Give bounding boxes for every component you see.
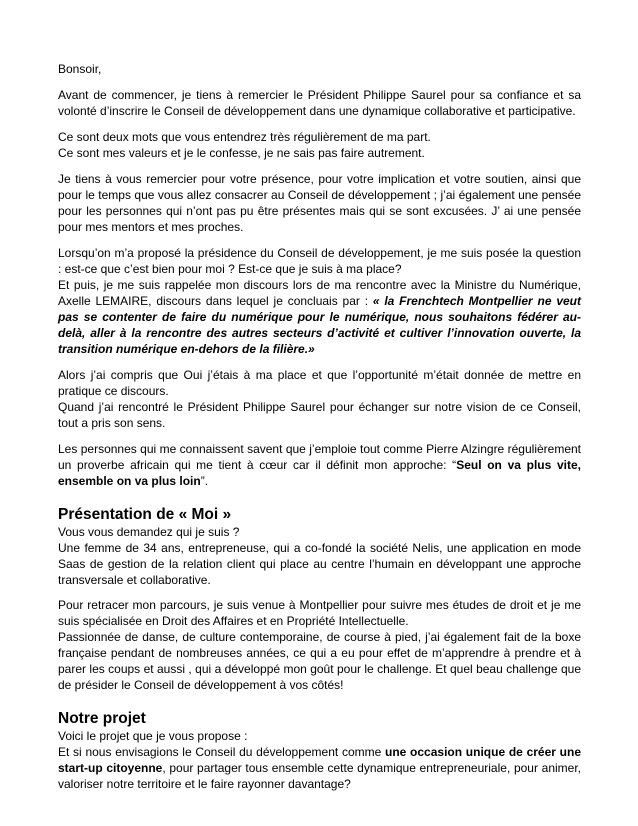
paragraph-thanks-audience: Je tiens à vous remercier pour votre présence, pour votre implication et votre soutien, ainsi que pour le temps que vous allez consacrer au Conseil de développement ; j’ai également une pensée pour les personnes qui n’ont pas pu être présentes mais qui se sont excusées. J’ ai une pensée pour mes mentors et mes proches. — [58, 172, 581, 234]
paragraph-proverb — [58, 441, 581, 489]
paragraph-thanks-president: Avant de commencer, je tiens à remercier le Président Philippe Saurel pour sa confiance et sa volonté d’inscrire le Conseil de développement dans une dynamique collaborative et participative. — [58, 88, 581, 118]
greeting: Bonsoir, — [58, 62, 102, 76]
paragraph-project-proposal — [58, 744, 581, 792]
paragraph-understood: Alors j’ai compris que Oui j’étais à ma place et que l’opportunité m’était donnée de mettre en pratique ce discours. — [58, 368, 581, 398]
heading-project: Notre projet — [58, 710, 146, 727]
frenchtech-quote: « la Frenchtech Montpellier ne veut pas se contenter de faire du numérique pour le numérique, nous souhaitons fédérer au-delà, aller à la rencontre des autres secteurs d’activité et cultiver l’innovation ouverte, la transition numérique en-dehors de la filière.» — [58, 294, 581, 356]
paragraph-presidency-question: Lorsqu’on m’a proposé la présidence du Conseil de développement, je me suis posée la question : est-ce que c’est bien pour moi ? Est-ce que je suis à ma place? — [58, 246, 581, 276]
paragraph-about-me: Une femme de 34 ans, entrepreneuse, qui a co-fondé la société Nelis, une application en mode Saas de gestion de la relation client qui place au centre l’humain en développant une approche transversale et collaborative. — [58, 541, 581, 587]
project-proposal-intro: Et si nous envisagions le Conseil du développement comme — [58, 745, 385, 759]
project-proposal-end: , pour partager tous ensemble cette dynamique entrepreneuriale, pour animer, valoriser notre territoire et le faire rayonner davantage? — [58, 761, 581, 791]
paragraph-project-intro: Voici le projet que je vous propose : — [58, 729, 248, 743]
paragraph-meeting-president: Quand j’ai rencontré le Président Philippe Saurel pour échanger sur notre vision de ce Conseil, tout a pris son sens. — [58, 400, 581, 430]
paragraph-words-line-1: Ce sont deux mots que vous entendrez très régulièrement de ma part. — [58, 130, 431, 144]
paragraph-passions: Passionnée de danse, de culture contemporaine, de course à pied, j’ai également fait de la boxe française pendant de nombreuses années, ce qui a eu pour effet de m’apprendre à prendre et à parer les coups et aussi , qui a développé mon goût pour le challenge. Et quel beau challenge que de présider le Conseil de développement à vos côtés! — [58, 630, 581, 692]
presidency-speech-intro: Et puis, je me suis rappelée mon discours lors de ma rencontre avec la Ministre du Numérique, Axelle LEMAIRE, discours dans lequel je concluais par : — [58, 278, 581, 308]
paragraph-background: Pour retracer mon parcours, je suis venue à Montpellier pour suivre mes études de droit et je me suis spécialisée en Droit des Affaires et en Propriété Intellectuelle. — [58, 598, 581, 628]
proverb-end: ”. — [200, 474, 209, 488]
paragraph-presidency-speech — [58, 277, 581, 357]
project-startup-citoyenne: une occasion unique de créer une start-up citoyenne — [58, 745, 581, 775]
proverb-intro: Les personnes qui me connaissent savent que j’emploie tout comme Pierre Alzingre régulièrement un proverbe africain qui me tient à cœur car il définit mon approche: “ — [58, 442, 581, 472]
heading-presentation: Présentation de « Moi » — [58, 506, 232, 523]
paragraph-words-line-2: Ce sont mes valeurs et je le confesse, je ne sais pas faire autrement. — [58, 146, 425, 160]
proverb-text: Seul on va plus vite, ensemble on va plus loin — [58, 458, 581, 488]
paragraph-who-am-i: Vous vous demandez qui je suis ? — [58, 525, 240, 539]
